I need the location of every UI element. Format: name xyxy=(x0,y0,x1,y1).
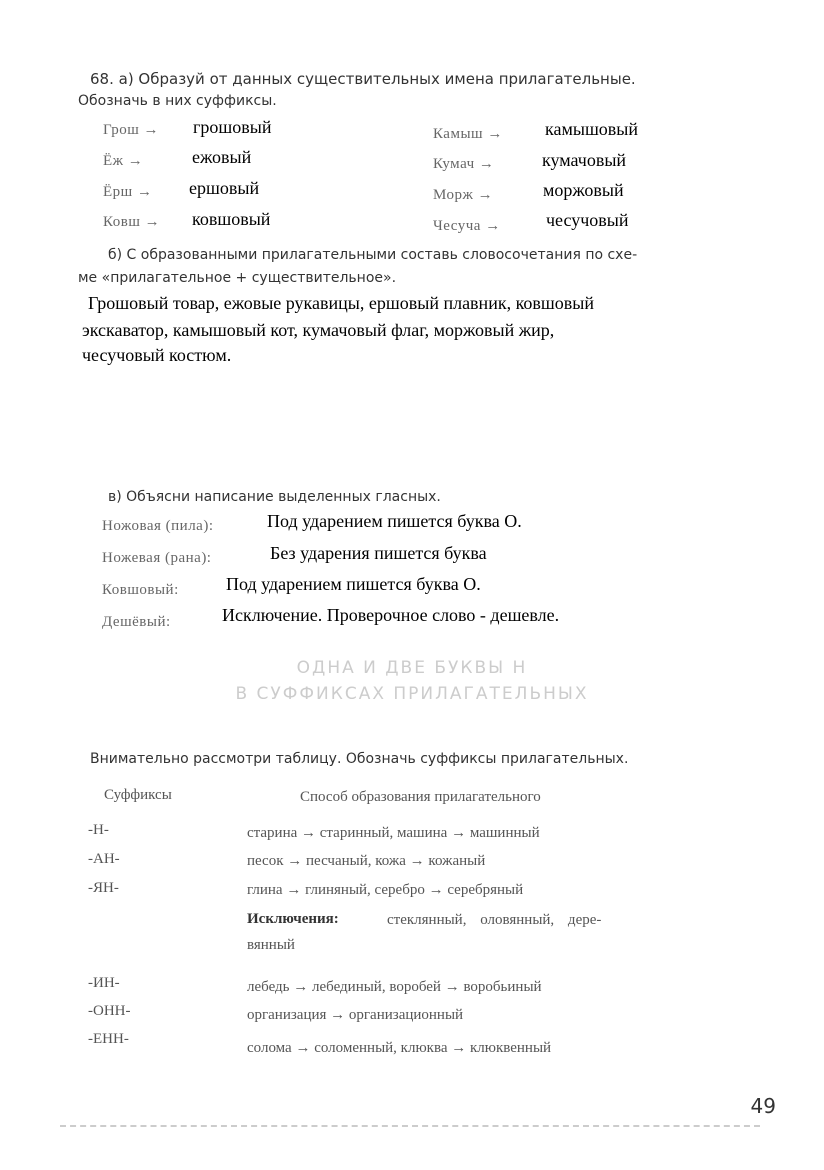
answer: грошовый xyxy=(193,117,272,137)
table-header: Суффиксы xyxy=(104,787,172,803)
suffix: -ЯН- xyxy=(88,880,119,896)
example: солома → соломенный, клюква → клюквенный xyxy=(247,1040,552,1056)
noun: Ёж → xyxy=(103,153,144,169)
suffix: -Н- xyxy=(88,822,109,838)
explanation: Под ударением пишется буква О. xyxy=(226,574,481,594)
task-b-answer: Грошовый товар, ежовые рукавицы, ершовый плавник, ковшовый xyxy=(88,293,594,313)
noun: Камыш → xyxy=(433,126,503,142)
noun: Ковш → xyxy=(103,214,161,230)
explanation: Под ударением пишется буква О. xyxy=(267,511,522,531)
task-b-answer: экскаватор, камышовый кот, кумачовый флаг, моржовый жир, xyxy=(82,320,555,340)
answer: ежовый xyxy=(192,147,252,167)
answer: камышовый xyxy=(545,119,639,139)
word: Ковшовый: xyxy=(102,582,179,598)
suffix: -ОНН- xyxy=(88,1003,131,1019)
example: лебедь → лебединый, воробей → воробьиный xyxy=(247,979,542,995)
scan-artifact-divider xyxy=(60,1125,760,1137)
exceptions-label: Исключения: xyxy=(247,911,339,927)
task-b-line2: ме «прилагательное + существительное». xyxy=(78,270,397,286)
explanation: Исключение. Проверочное слово - дешевле. xyxy=(222,605,560,625)
task-b-answer: чесучовый костюм. xyxy=(82,345,232,365)
section-heading: В СУФФИКСАХ ПРИЛАГАТЕЛЬНЫХ xyxy=(235,684,589,704)
answer: кумачовый xyxy=(542,150,627,170)
section-heading: ОДНА И ДВЕ БУКВЫ Н xyxy=(296,658,528,678)
noun: Морж → xyxy=(433,187,494,203)
word: Ножевая (рана): xyxy=(102,550,212,566)
answer: ершовый xyxy=(189,178,260,198)
task-a-subtitle: Обозначь в них суффиксы. xyxy=(78,93,277,109)
page-number: 49 xyxy=(750,1094,776,1118)
word: Дешёвый: xyxy=(102,614,171,630)
table-intro: Внимательно рассмотри таблицу. Обозначь суффиксы прилагательных. xyxy=(90,751,629,767)
task-b-line1: б) С образованными прилагательными составь словосочетания по схе- xyxy=(108,247,638,263)
answer: ковшовый xyxy=(192,209,271,229)
answer: чесучовый xyxy=(546,210,629,230)
answer: моржовый xyxy=(543,180,624,200)
suffix: -ИН- xyxy=(88,975,120,991)
task-c-title: в) Объясни написание выделенных гласных. xyxy=(108,489,441,505)
explanation: Без ударения пишется буква xyxy=(270,543,487,563)
noun: Грош → xyxy=(103,122,160,138)
table-header: Способ образования прилагательного xyxy=(300,789,541,805)
noun: Чесуча → xyxy=(433,218,501,234)
suffix: -ЕНН- xyxy=(88,1031,129,1047)
suffix: -АН- xyxy=(88,851,120,867)
task-a-title: 68. а) Образуй от данных существительных имена прилагательные. xyxy=(90,70,636,88)
example: песок → песчаный, кожа → кожаный xyxy=(247,853,486,869)
word: Ножовая (пила): xyxy=(102,518,214,534)
exceptions: стеклянный, оловянный, дере- xyxy=(387,912,602,928)
exceptions-cont: вянный xyxy=(247,937,295,953)
noun: Кумач → xyxy=(433,156,495,172)
example: глина → глиняный, серебро → серебряный xyxy=(247,882,524,898)
example: старина → старинный, машина → машинный xyxy=(247,825,540,841)
noun: Ёрш → xyxy=(103,184,153,200)
example: организация → организационный xyxy=(247,1007,464,1023)
